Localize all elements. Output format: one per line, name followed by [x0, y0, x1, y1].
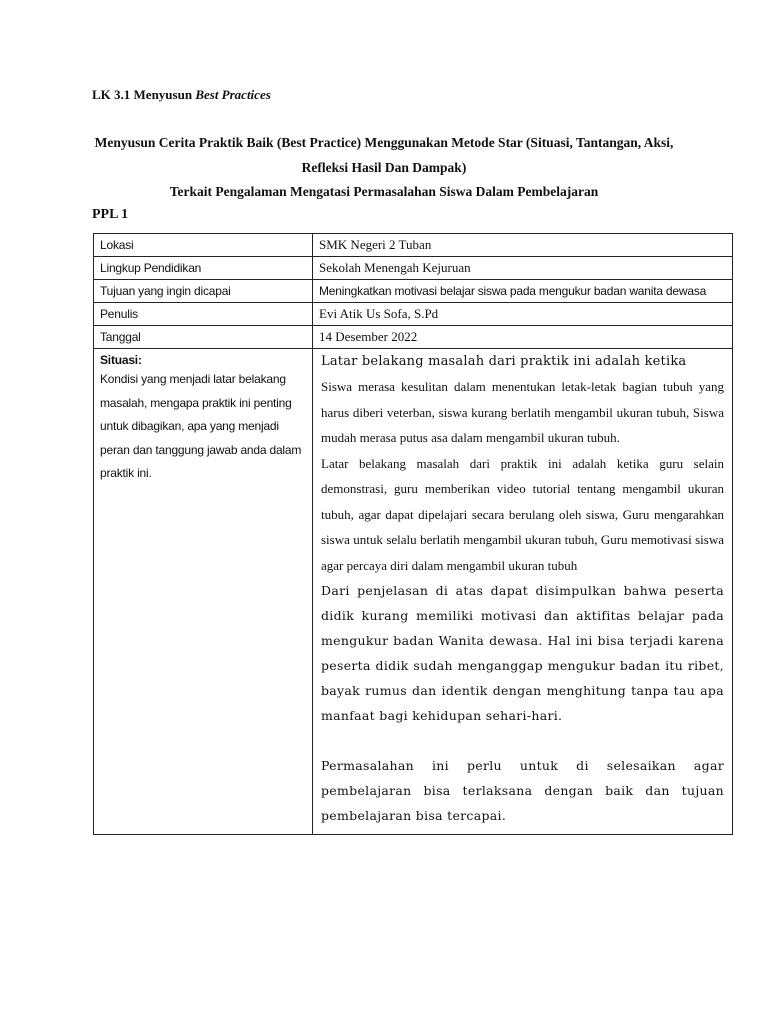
row-value: 14 Desember 2022 [313, 326, 733, 349]
situasi-prompt [94, 349, 313, 835]
situasi-paragraph-3: Dari penjelasan di atas dapat disimpulkan bahwa peserta didik kurang memiliki motivasi dan aktifitas belajar pada mengukur badan Wanita dewasa. Hal ini bisa terjadi karena peserta didik sudah menganggap mengukur badan itu ribet, bayak rumus dan identik dengan menghitung tanpa tau apa manfaat bagi kehidupan sehari-hari. [321, 583, 724, 723]
situasi-paragraph-2: Latar belakang masalah dari praktik ini adalah ketika guru selain demonstrasi, guru memberikan video tutorial tentang mengambil ukuran tubuh, agar dapat dipelajari secara berulang oleh siswa, Guru mengarahkan siswa untuk selalu berlatih mengambil ukuran tubuh, Guru memotivasi siswa agar percaya diri dalam mengambil ukuran tubuh [321, 455, 724, 573]
worksheet-title-italic: Best Practices [195, 87, 271, 102]
situasi-paragraph-heading: Latar belakang masalah dari praktik ini adalah ketika [321, 354, 687, 369]
paragraph-spacer [321, 728, 724, 753]
table-row-lokasi [94, 234, 733, 257]
situasi-label: Situasi: [100, 353, 142, 367]
table-row-lingkup [94, 257, 733, 280]
row-label: Tujuan yang ingin dicapai [94, 280, 313, 303]
situasi-answer [313, 349, 733, 835]
row-label: Lingkup Pendidikan [94, 257, 313, 280]
situasi-paragraph-1: Siswa merasa kesulitan dalam menentukan letak-letak bagian tubuh yang harus diberi veterban, siswa kurang berlatih mengambil ukuran tubuh, Siswa mudah merasa putus asa dalam mengambil ukuran tubuh. [321, 379, 724, 445]
ppl-label: PPL 1 [92, 207, 129, 222]
document-heading: Menyusun Cerita Praktik Baik (Best Practice) Menggunakan Metode Star (Situasi, Tantangan, Aksi, Refleksi Hasil Dan Dampak) [94, 135, 674, 175]
row-label: Lokasi [94, 234, 313, 257]
worksheet-title [92, 87, 271, 103]
table-row-penulis [94, 303, 733, 326]
best-practice-table [93, 233, 733, 835]
table-row-situasi [94, 349, 733, 835]
cell-bottom-spacer [321, 828, 724, 834]
row-value: Sekolah Menengah Kejuruan [313, 257, 733, 280]
row-label: Penulis [94, 303, 313, 326]
situasi-description: Kondisi yang menjadi latar belakang masalah, mengapa praktik ini penting untuk dibagikan, apa yang menjadi peran dan tanggung jawab anda dalam praktik ini. [100, 372, 302, 480]
table-row-tanggal [94, 326, 733, 349]
row-value: Evi Atik Us Sofa, S.Pd [313, 303, 733, 326]
situasi-paragraph-4: Permasalahan ini perlu untuk di selesaikan agar pembelajaran bisa terlaksana dengan baik dan tujuan pembelajaran bisa tercapai. [321, 758, 724, 823]
table-row-tujuan [94, 280, 733, 303]
document-subheading: Terkait Pengalaman Mengatasi Permasalahan Siswa Dalam Pembelajaran [169, 184, 599, 199]
worksheet-title-prefix: LK 3.1 Menyusun [92, 87, 196, 102]
row-value: Meningkatkan motivasi belajar siswa pada mengukur badan wanita dewasa [313, 280, 733, 303]
row-label: Tanggal [94, 326, 313, 349]
row-value: SMK Negeri 2 Tuban [313, 234, 733, 257]
